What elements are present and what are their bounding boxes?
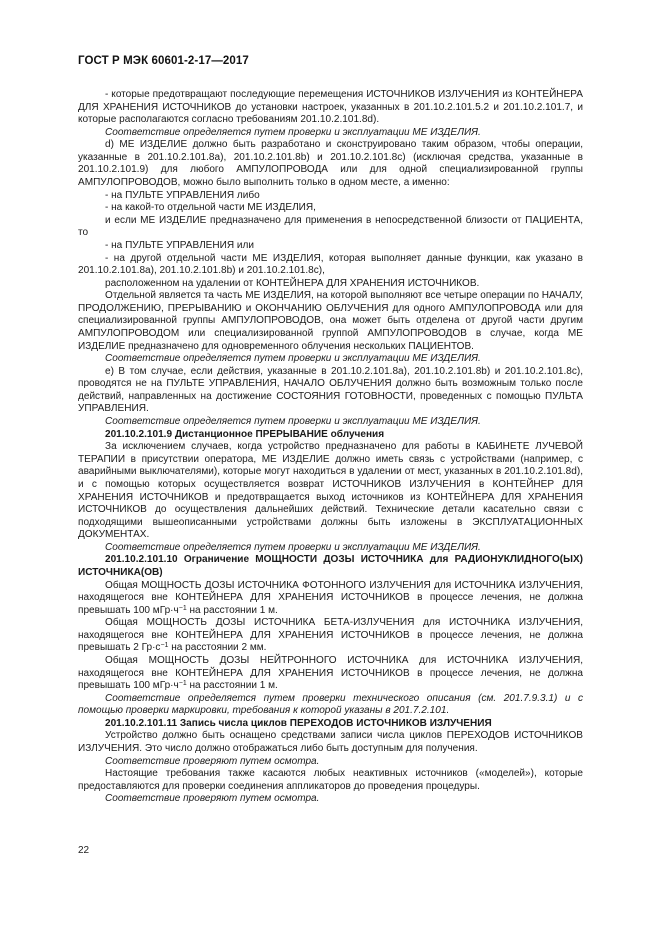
body-paragraph: Устройство должно быть оснащено средствами записи числа циклов ПЕРЕХОДОВ ИСТОЧНИКОВ ИЗЛУЧЕНИЯ. Это число должно отображаться либо быть доступным для получения. <box>78 730 583 755</box>
body-paragraph: - на ПУЛЬТЕ УПРАВЛЕНИЯ или <box>105 239 254 251</box>
section-heading: 201.10.2.101.11 Запись числа циклов ПЕРЕХОДОВ ИСТОЧНИКОВ ИЗЛУЧЕНИЯ <box>105 717 492 729</box>
compliance-note: Соответствие определяется путем проверки и эксплуатации МЕ ИЗДЕЛИЯ. <box>105 416 481 428</box>
body-paragraph: d) МЕ ИЗДЕЛИЕ должно быть разработано и сконструировано таким образом, чтобы операции, указанные в 201.10.2.101.8a), 201.10.2.101.8b) и 201.10.2.101.8c) (исключая средства, указанные в 201.10.2.101.9) для любого АМПУЛОПРОВОДА или для одной специализированной группы АМПУЛОПРОВОДОВ, можно было выполнить только в одном месте, а именно: <box>78 139 583 189</box>
compliance-note: Соответствие определяется путем проверки и эксплуатации МЕ ИЗДЕЛИЯ. <box>105 126 481 138</box>
body-paragraph: и если МЕ ИЗДЕЛИЕ предназначено для применения в непосредственной близости от ПАЦИЕНТА, то <box>78 214 583 239</box>
body-paragraph: За исключением случаев, когда устройство предназначено для работы в КАБИНЕТЕ ЛУЧЕВОЙ ТЕРАПИИ в присутствии оператора, МЕ ИЗДЕЛИЕ должно иметь связь с устройствами (например, с аварийными выключателями), которые могут находиться в удалении от мест, указанных в 201.10.2.101.8d), и с помощью которых осуществляется возврат ИСТОЧНИКОВ ИЗЛУЧЕНИЯ в КОНТЕЙНЕР ДЛЯ ХРАНЕНИЯ ИСТОЧНИКОВ и предотвращается выход источников из КОНТЕЙНЕРА ДЛЯ ХРАНЕНИЯ ИСТОЧНИКОВ до осуществления дальнейших действий. Технические детали касательно связи с подходящими вышеописанными устройствами должны быть изложены в ЭКСПЛУАТАЦИОННЫХ ДОКУМЕНТАХ. <box>78 441 583 541</box>
body-paragraph: Общая МОЩНОСТЬ ДОЗЫ ИСТОЧНИКА БЕТА-ИЗЛУЧЕНИЯ для ИСТОЧНИКА ИЗЛУЧЕНИЯ, находящегося вне КОНТЕЙНЕРА ДЛЯ ХРАНЕНИЯ ИСТОЧНИКОВ в процессе лечения, не должна превышать 2 $Гр\cdot с^{-1}$ на расстоянии 2 мм. <box>78 617 583 654</box>
body-paragraph: - на какой-то отдельной части МЕ ИЗДЕЛИЯ, <box>105 202 316 214</box>
body-paragraph: - на ПУЛЬТЕ УПРАВЛЕНИЯ либо <box>105 189 260 201</box>
document-header: ГОСТ Р МЭК 60601-2-17—2017 <box>78 55 249 67</box>
body-paragraph: Общая МОЩНОСТЬ ДОЗЫ НЕЙТРОННОГО ИСТОЧНИКА для ИСТОЧНИКА ИЗЛУЧЕНИЯ, находящегося вне КОНТЕЙНЕРА ДЛЯ ХРАНЕНИЯ ИСТОЧНИКОВ в процессе лечения, не должна превышать 100 $мГр\cdot ч^{-1}$ на расстоянии 1 м. <box>78 655 583 692</box>
body-paragraph: е) В том случае, если действия, указанные в 201.10.2.101.8a), 201.10.2.101.8b) и 201.10.2.101.8c), проводятся не на ПУЛЬТЕ УПРАВЛЕНИЯ, НАЧАЛО ОБЛУЧЕНИЯ должно быть возможным только после действий, направленных на достижение СОСТОЯНИЯ ГОТОВНОСТИ, проведенных с помощью ПУЛЬТА УПРАВЛЕНИЯ. <box>78 365 583 415</box>
section-heading: 201.10.2.101.10 Ограничение МОЩНОСТИ ДОЗЫ ИСТОЧНИКА для РАДИОНУКЛИДНОГО(ЫХ) ИСТОЧНИКА(ОВ) <box>78 554 583 578</box>
compliance-note: Соответствие определяется путем проверки и эксплуатации МЕ ИЗДЕЛИЯ. <box>105 541 481 553</box>
section-heading: 201.10.2.101.9 Дистанционное ПРЕРЫВАНИЕ облучения <box>105 428 385 440</box>
page-number: 22 <box>78 845 90 856</box>
compliance-note: Соответствие проверяют путем осмотра. <box>105 793 320 805</box>
body-paragraph: - которые предотвращают последующие перемещения ИСТОЧНИКОВ ИЗЛУЧЕНИЯ из КОНТЕЙНЕРА ДЛЯ ХРАНЕНИЯ ИСТОЧНИКОВ до установки настроек, указанных в 201.10.2.101.5.2 и 201.10.2.101.7, и которые располагаются согласно требованиям 201.10.2.101.8d). <box>78 89 583 126</box>
compliance-note: Соответствие определяется путем проверки и эксплуатации МЕ ИЗДЕЛИЯ. <box>105 353 481 365</box>
body-paragraph: Отдельной является та часть МЕ ИЗДЕЛИЯ, на которой выполняют все четыре операции по НАЧАЛУ, ПРОДОЛЖЕНИЮ, ПРЕРЫВАНИЮ и ОКОНЧАНИЮ ОБЛУЧЕНИЯ для одного АМПУЛОПРОВОДА или для специализированной группы АМПУЛОПРОВОДОВ, она может быть отделена от другой части другим АМПУЛОПРОВОДОМ или специализированной группой АМПУЛОПРОВОДОВ в случае, когда МЕ ИЗДЕЛИЕ предназначено для одновременного облучения нескольких ПАЦИЕНТОВ. <box>78 290 583 352</box>
body-paragraph: расположенном на удалении от КОНТЕЙНЕРА ДЛЯ ХРАНЕНИЯ ИСТОЧНИКОВ. <box>105 277 480 289</box>
document-body <box>78 89 583 806</box>
body-paragraph: - на другой отдельной части МЕ ИЗДЕЛИЯ, которая выполняет данные функции, как указано в 201.10.2.101.8a), 201.10.2.101.8b) и 201.10.2.101.8c), <box>78 252 583 277</box>
body-paragraph: Настоящие требования также касаются любых неактивных источников («моделей»), которые предоставляются для проверки соединения аппликаторов до проведения процедуры. <box>78 768 583 792</box>
compliance-note: Соответствие определяется путем проверки технического описания (см. 201.7.9.3.1) и с помощью проверки маркировки, требования к которой указаны в 201.7.2.101. <box>78 692 583 717</box>
compliance-note: Соответствие проверяют путем осмотра. <box>105 755 320 767</box>
body-paragraph: Общая МОЩНОСТЬ ДОЗЫ ИСТОЧНИКА ФОТОННОГО ИЗЛУЧЕНИЯ для ИСТОЧНИКА ИЗЛУЧЕНИЯ, находящегося вне КОНТЕЙНЕРА ДЛЯ ХРАНЕНИЯ ИСТОЧНИКОВ в процессе лечения, не должна превышать 100 $мГр\cdot ч^{-1}$ на расстоянии 1 м. <box>78 579 583 616</box>
